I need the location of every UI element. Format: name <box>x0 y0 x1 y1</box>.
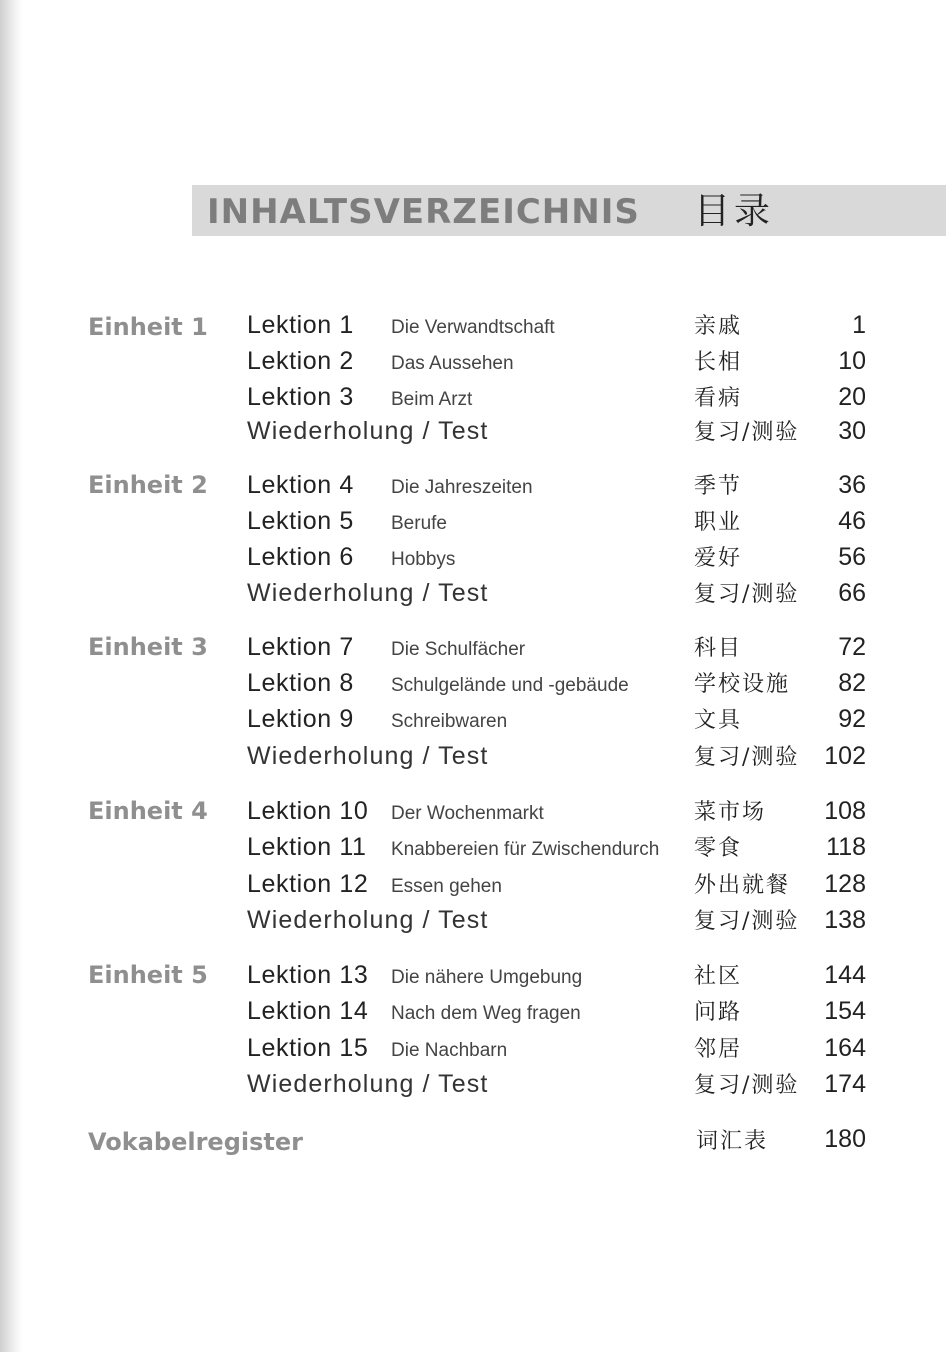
lesson-title-de: Die Jahreszeiten <box>391 477 533 498</box>
review-label-zh: 复习/测验 <box>694 909 800 934</box>
review-label: Wiederholung / Test <box>247 742 489 770</box>
lesson-title-zh: 学校设施 <box>694 672 791 697</box>
page-number: 164 <box>824 1034 866 1062</box>
lesson-title-de: Essen gehen <box>391 876 502 897</box>
toc-row[interactable] <box>0 507 946 543</box>
review-label: Wiederholung / Test <box>247 906 489 934</box>
lesson-title-zh: 邻居 <box>694 1037 743 1062</box>
lesson-title-zh: 亲戚 <box>694 314 743 339</box>
page-number: 174 <box>824 1070 866 1098</box>
lesson-number: Lektion 4 <box>247 471 354 499</box>
lesson-number: Lektion 10 <box>247 797 369 825</box>
lesson-title-de: Beim Arzt <box>391 389 473 410</box>
page-number: 10 <box>838 347 866 375</box>
lesson-title-de: Nach dem Weg fragen <box>391 1003 581 1024</box>
lesson-title-de: Schreibwaren <box>391 711 508 732</box>
lesson-title-de: Die Nachbarn <box>391 1040 508 1061</box>
toc-row[interactable] <box>0 471 946 507</box>
lesson-title-zh: 长相 <box>694 350 743 375</box>
lesson-number: Lektion 9 <box>247 705 354 733</box>
lesson-title-zh: 社区 <box>694 964 743 989</box>
page-number: 154 <box>824 997 866 1025</box>
page-number: 30 <box>838 417 866 445</box>
review-label-zh: 复习/测验 <box>694 582 800 607</box>
unit-block <box>0 797 946 937</box>
toc-row[interactable] <box>0 997 946 1033</box>
page-number: 82 <box>838 669 866 697</box>
unit-label: Einheit 3 <box>88 633 208 661</box>
toc-row[interactable] <box>0 870 946 906</box>
toc-row[interactable] <box>0 797 946 833</box>
lesson-number: Lektion 11 <box>247 833 367 861</box>
lesson-number: Lektion 3 <box>247 383 354 411</box>
page-number: 20 <box>838 383 866 411</box>
lesson-title-de: Schulgelände und -gebäude <box>391 675 629 696</box>
vocabulary-register-label-zh: 词汇表 <box>696 1129 769 1154</box>
lesson-number: Lektion 6 <box>247 543 354 571</box>
lesson-title-zh: 看病 <box>694 386 743 411</box>
lesson-title-de: Knabbereien für Zwischendurch <box>391 839 660 860</box>
lesson-title-zh: 文具 <box>694 708 743 733</box>
page-number: 180 <box>824 1125 866 1153</box>
toc-row[interactable] <box>0 311 946 347</box>
lesson-title-de: Hobbys <box>391 549 456 570</box>
page-number: 36 <box>838 471 866 499</box>
review-label-zh: 复习/测验 <box>694 420 800 445</box>
page-number: 144 <box>824 961 866 989</box>
lesson-title-zh: 外出就餐 <box>694 873 791 898</box>
lesson-title-de: Das Aussehen <box>391 353 514 374</box>
unit-block <box>0 961 946 1101</box>
lesson-title-zh: 爱好 <box>694 546 743 571</box>
lesson-title-zh: 科目 <box>694 636 743 661</box>
toc-row[interactable] <box>0 669 946 705</box>
page-number: 72 <box>838 633 866 661</box>
page-title-chinese: 目录 <box>694 191 775 232</box>
lesson-title-zh: 零食 <box>694 836 743 861</box>
unit-block <box>0 471 946 611</box>
page-number: 1 <box>852 311 866 339</box>
toc-row[interactable] <box>0 543 946 579</box>
unit-label: Einheit 4 <box>88 797 208 825</box>
page-number: 92 <box>838 705 866 733</box>
lesson-number: Lektion 2 <box>247 347 354 375</box>
review-label: Wiederholung / Test <box>247 1070 489 1098</box>
lesson-number: Lektion 5 <box>247 507 354 535</box>
unit-label: Einheit 5 <box>88 961 208 989</box>
lesson-title-zh: 季节 <box>694 474 743 499</box>
review-label: Wiederholung / Test <box>247 417 489 445</box>
unit-block <box>0 311 946 451</box>
unit-label: Einheit 1 <box>88 313 208 341</box>
lesson-title-de: Die Verwandtschaft <box>391 317 555 338</box>
toc-row-review[interactable] <box>0 742 946 778</box>
toc-row[interactable] <box>0 833 946 869</box>
page-number: 102 <box>824 742 866 770</box>
toc-row[interactable] <box>0 705 946 741</box>
lesson-number: Lektion 1 <box>247 311 354 339</box>
toc-row[interactable] <box>0 383 946 419</box>
page-number: 56 <box>838 543 866 571</box>
toc-row-review[interactable] <box>0 417 946 453</box>
lesson-number: Lektion 13 <box>247 961 369 989</box>
toc-row-review[interactable] <box>0 1070 946 1106</box>
page-number: 118 <box>826 833 866 861</box>
lesson-title-de: Der Wochenmarkt <box>391 803 544 824</box>
lesson-title-de: Die nähere Umgebung <box>391 967 583 988</box>
review-label-zh: 复习/测验 <box>694 745 800 770</box>
vocabulary-register-label[interactable]: Vokabelregister <box>88 1128 303 1156</box>
lesson-number: Lektion 7 <box>247 633 354 661</box>
lesson-title-de: Berufe <box>391 513 447 534</box>
toc-row[interactable] <box>0 1034 946 1070</box>
unit-block <box>0 633 946 773</box>
lesson-title-de: Die Schulfächer <box>391 639 526 660</box>
toc-row[interactable] <box>0 347 946 383</box>
lesson-number: Lektion 15 <box>247 1034 369 1062</box>
lesson-title-zh: 菜市场 <box>694 800 767 825</box>
page-number: 46 <box>838 507 866 535</box>
toc-row-review[interactable] <box>0 906 946 942</box>
page-number: 66 <box>838 579 866 607</box>
page-number: 128 <box>824 870 866 898</box>
page-number: 138 <box>824 906 866 934</box>
lesson-number: Lektion 14 <box>247 997 369 1025</box>
lesson-title-zh: 问路 <box>694 1000 743 1025</box>
page-number: 108 <box>824 797 866 825</box>
page-title: INHALTSVERZEICHNIS <box>207 192 640 232</box>
review-label-zh: 复习/测验 <box>694 1073 800 1098</box>
toc-row[interactable] <box>0 961 946 997</box>
review-label: Wiederholung / Test <box>247 579 489 607</box>
toc-row[interactable] <box>0 633 946 669</box>
lesson-title-zh: 职业 <box>694 510 743 535</box>
unit-label: Einheit 2 <box>88 471 208 499</box>
lesson-number: Lektion 12 <box>247 870 369 898</box>
toc-row-review[interactable] <box>0 579 946 615</box>
lesson-number: Lektion 8 <box>247 669 354 697</box>
